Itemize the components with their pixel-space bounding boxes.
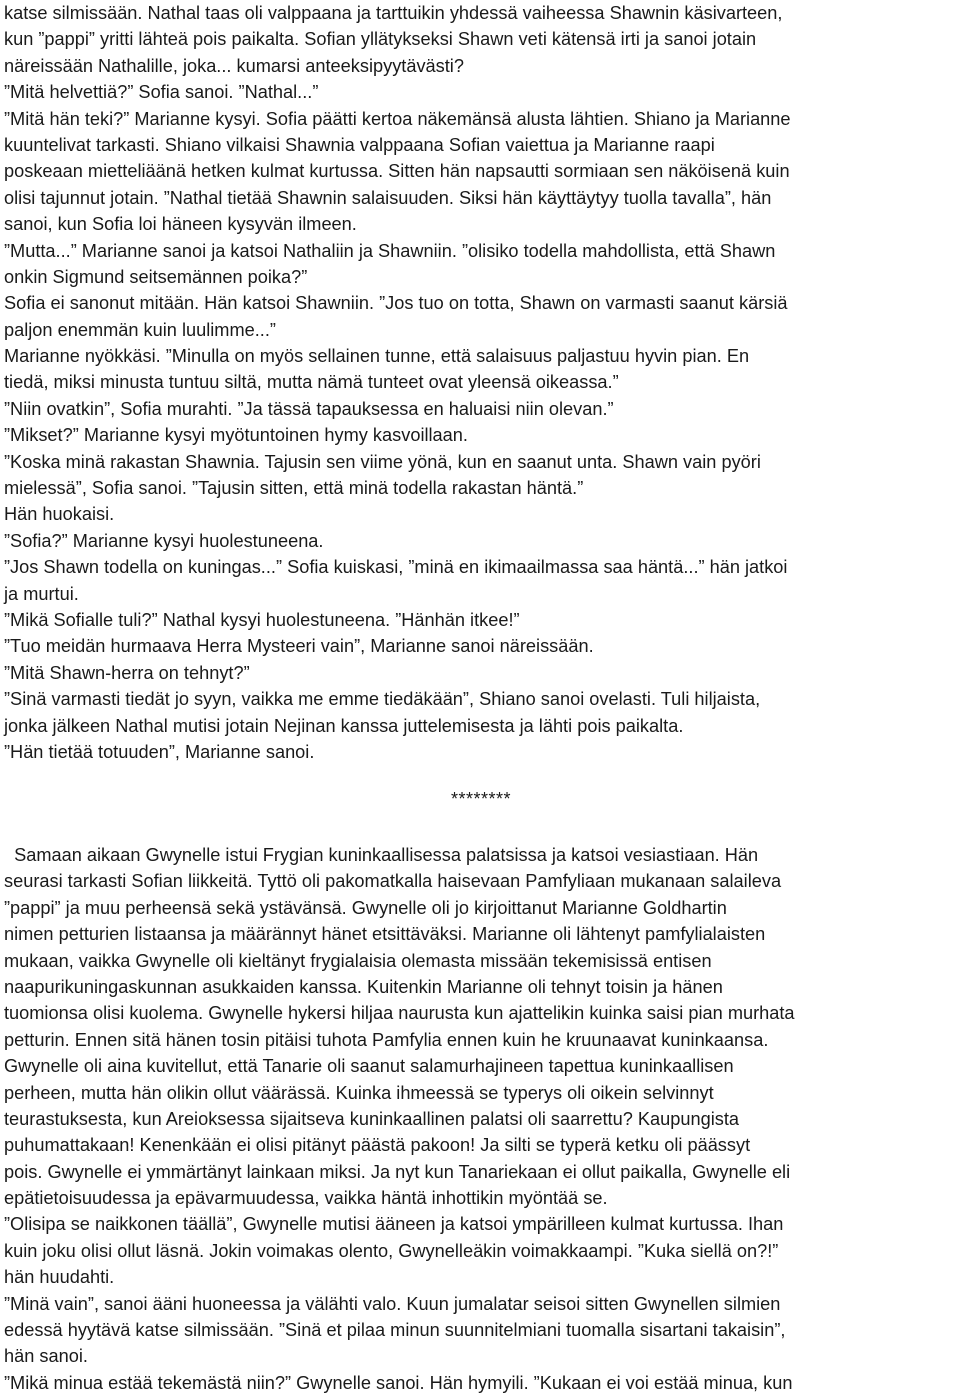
text-line: ”Hän tietää totuuden”, Marianne sanoi. bbox=[4, 741, 315, 762]
text-line: Samaan aikaan Gwynelle istui Frygian kuninkaallisessa palatsissa ja katsoi vesiastiaan. Hän bbox=[4, 845, 759, 865]
text-line: katse silmissään. Nathal taas oli valppaana ja tarttuikin yhdessä vaiheessa Shawnin käsivarteen, bbox=[4, 3, 783, 23]
text-line: Gwynelle oli aina kuvitellut, että Tanarie oli saanut salamurhajineen tapettua kuninkaallisen bbox=[4, 1056, 734, 1077]
text-line: edessä hyytävä katse silmissään. ”Sinä et pilaa minun suunnitelmiani tuomalla sisartani takaisin”, bbox=[4, 1320, 786, 1341]
text-line: tuomionsa olisi kuolema. Gwynelle hykersi hiljaa naurusta kun ajattelikin kuinka saisi pian murhata bbox=[4, 1003, 795, 1024]
text-line: kun ”pappi” yritti lähteä pois paikalta. Sofian yllätykseksi Shawn veti kätensä irti ja sanoi jotain bbox=[4, 29, 757, 50]
text-line: naapurikuningaskunnan asukkaiden kanssa. Kuitenkin Marianne oli tehnyt toisin ja hänen bbox=[4, 976, 723, 997]
text-line: Sofia ei sanonut mitään. Hän katsoi Shawniin. ”Jos tuo on totta, Shawn on varmasti saanut kärsiä bbox=[4, 293, 788, 314]
text-line: ”Sinä varmasti tiedät jo syyn, vaikka me emme tiedäkään”, Shiano sanoi ovelasti. Tuli hiljaista, bbox=[4, 689, 761, 710]
text-line: paljon enemmän kuin luulimme...” bbox=[4, 319, 276, 340]
text-line: ”pappi” ja muu perheensä sekä ystävänsä. Gwynelle oli jo kirjoittanut Marianne Goldhartin bbox=[4, 897, 727, 918]
text-line: ”Mikset?” Marianne kysyi myötuntoinen hymy kasvoillaan. bbox=[4, 425, 468, 446]
text-line: teurastuksesta, kun Areioksessa sijaitseva kuninkaallinen palatsi oli saarrettu? Kaupungista bbox=[4, 1108, 739, 1129]
text-line: ”Mitä Shawn-herra on tehnyt?” bbox=[4, 662, 250, 683]
text-line: perheen, mutta hän olikin ollut väärässä. Kuinka ihmeessä se typerys oli oikein selvinnyt bbox=[4, 1082, 714, 1103]
section-separator: ******** bbox=[450, 789, 512, 809]
text-line: sanoi, kun Sofia loi häneen kysyvän ilmeen. bbox=[4, 214, 357, 235]
text-line: petturin. Ennen sitä hänen tosin pitäisi tuhota Pamfylia ennen kuin he kruunaavat kuninkaansa. bbox=[4, 1029, 769, 1050]
text-line: ”Mitä helvettiä?” Sofia sanoi. ”Nathal...” bbox=[4, 82, 319, 103]
text-line: ja murtui. bbox=[4, 583, 79, 604]
text-line: ”Jos Shawn todella on kuningas...” Sofia kuiskasi, ”minä en ikimaailmassa saa häntä...” hän jatkoi bbox=[4, 557, 788, 578]
story-section-1 bbox=[4, 0, 958, 765]
text-line: puhumattakaan! Kenenkään ei olisi pitänyt päästä pakoon! Ja silti se typerä ketku oli päässyt bbox=[4, 1135, 751, 1156]
text-line: epätietoisuudessa ja epävarmuudessa, vaikka häntä inhottikin myöntää se. bbox=[4, 1188, 608, 1209]
text-line: ”Mikä Sofialle tuli?” Nathal kysyi huolestuneena. ”Hänhän itkee!” bbox=[4, 609, 520, 630]
text-line: nimen petturien listaansa ja määrännyt hänet etsittäväksi. Marianne oli lähtenyt pamfylialaisten bbox=[4, 924, 766, 945]
text-line: ”Olisipa se naikkonen täällä”, Gwynelle mutisi ääneen ja katsoi ympärilleen kulmat kurtussa. Ihan bbox=[4, 1214, 784, 1235]
text-line: ”Mutta...” Marianne sanoi ja katsoi Nathaliin ja Shawniin. ”olisiko todella mahdollista, että Shawn bbox=[4, 240, 776, 261]
text-line: näreissään Nathalille, joka... kumarsi anteeksipyytävästi? bbox=[4, 55, 464, 76]
text-line: jonka jälkeen Nathal mutisi jotain Nejinan kanssa juttelemisesta ja lähti pois paikalta. bbox=[4, 715, 684, 736]
text-line: ”Niin ovatkin”, Sofia murahti. ”Ja tässä tapauksessa en haluaisi niin olevan.” bbox=[4, 398, 614, 419]
text-line: Marianne nyökkäsi. ”Minulla on myös sellainen tunne, että salaisuus paljastuu hyvin pian. En bbox=[4, 346, 750, 367]
text-line: ”Mitä hän teki?” Marianne kysyi. Sofia päätti kertoa näkemänsä alusta lähtien. Shiano ja Marianne bbox=[4, 108, 791, 129]
text-line: mielessä”, Sofia sanoi. ”Tajusin sitten, että minä todella rakastan häntä.” bbox=[4, 478, 584, 499]
text-line: hän sanoi. bbox=[4, 1346, 88, 1367]
text-line: ”Koska minä rakastan Shawnia. Tajusin sen viime yönä, kun en saanut unta. Shawn vain pyöri bbox=[4, 451, 761, 472]
text-line: kuin joku olisi ollut läsnä. Jokin voimakas olento, Gwynelleäkin voimakkaampi. ”Kuka siellä on?!” bbox=[4, 1240, 779, 1261]
text-line: poskeaan mietteliäänä hetken kulmat kurtussa. Sitten hän napsautti sormiaan sen näköisenä kuin bbox=[4, 161, 790, 182]
text-line: ”Sofia?” Marianne kysyi huolestuneena. bbox=[4, 530, 324, 551]
text-line: Hän huokaisi. bbox=[4, 504, 115, 525]
text-line: onkin Sigmund seitsemännen poika?” bbox=[4, 266, 308, 287]
text-line: mukaan, vaikka Gwynelle oli kieltänyt frygialaisia olemasta missään tekemisissä entisen bbox=[4, 950, 712, 971]
story-section-2 bbox=[4, 842, 958, 1396]
text-line: ”Minä vain”, sanoi ääni huoneessa ja välähti valo. Kuun jumalatar seisoi sitten Gwynellen silmien bbox=[4, 1293, 781, 1314]
text-line: seurasi tarkasti Sofian liikkeitä. Tyttö oli pakomatkalla haisevaan Pamfyliaan mukanaan salaileva bbox=[4, 871, 782, 892]
text-line: olisi tajunnut jotain. ”Nathal tietää Shawnin salaisuuden. Siksi hän käyttäytyy tuolla tavalla”, hän bbox=[4, 187, 772, 208]
text-line: ”Mikä minua estää tekemästä niin?” Gwynelle sanoi. Hän hymyili. ”Kukaan ei voi estää minua, kun bbox=[4, 1372, 793, 1393]
text-line: hän huudahti. bbox=[4, 1267, 115, 1288]
text-line: pois. Gwynelle ei ymmärtänyt lainkaan miksi. Ja nyt kun Tanariekaan ei ollut paikalla, Gwynelle eli bbox=[4, 1161, 791, 1182]
text-line: tiedä, miksi minusta tuntuu siltä, mutta nämä tunteet ovat yleensä oikeassa.” bbox=[4, 372, 619, 393]
text-line: ”Tuo meidän hurmaava Herra Mysteeri vain”, Marianne sanoi näreissään. bbox=[4, 636, 594, 657]
text-line: kuuntelivat tarkasti. Shiano vilkaisi Shawnia valppaana Sofian vaiettua ja Marianne raapi bbox=[4, 134, 715, 155]
